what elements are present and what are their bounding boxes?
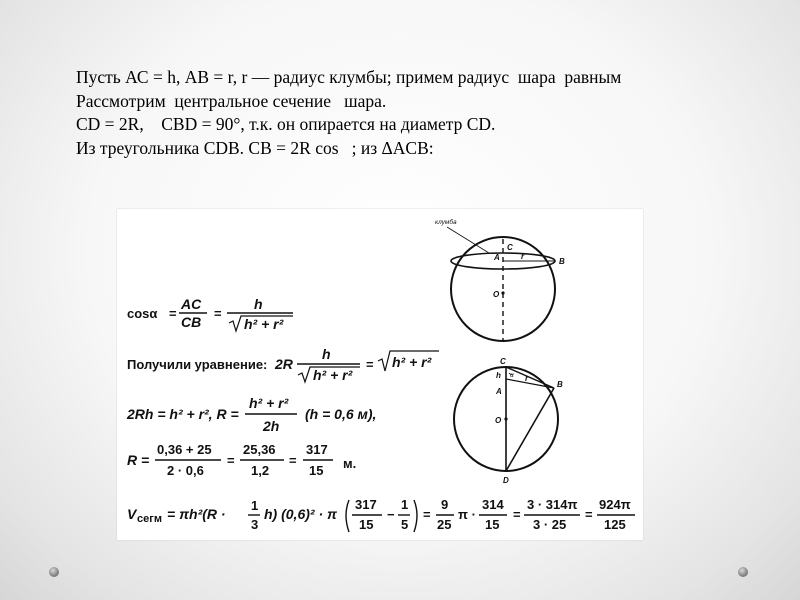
center-point (504, 417, 507, 420)
eq5-part1: = πh²(R · (167, 506, 226, 522)
eq-sign-6: = (423, 507, 431, 522)
eq2-rhs: h² + r² (392, 354, 432, 370)
eq2-den: h² + r² (313, 367, 353, 383)
eq5-sub: сегм (137, 513, 162, 525)
slide-nav-prev-dot[interactable] (49, 567, 59, 577)
angle-alpha-label: α (510, 372, 514, 379)
eq-sign-8: = (585, 507, 593, 522)
slide-nav-next-dot[interactable] (738, 567, 748, 577)
cos-den-1: CB (181, 314, 202, 330)
center-o-label: O (495, 416, 502, 425)
eq4-unit: м. (343, 456, 357, 471)
slide-line-3: CD = 2R, CBD = 90°, т.к. он опирается на диаметр CD. (76, 114, 496, 134)
eq5-f4-den: 15 (485, 517, 500, 532)
point-b-label: B (557, 380, 563, 389)
paren-open (346, 500, 349, 532)
cos-den-2: h² + r² (244, 316, 284, 332)
eq-sign-4: = (227, 453, 235, 468)
eq4-f1-den: 2 · 0,6 (167, 463, 204, 478)
height-h-label: h (496, 371, 501, 380)
eq4-f3-den: 15 (309, 463, 324, 478)
eq3-num: h² + r² (249, 395, 289, 411)
slide-text-block (76, 66, 776, 160)
point-a-label: A (494, 253, 500, 262)
eq3-den: 2h (263, 418, 280, 434)
eq5-pi: π · (458, 507, 476, 522)
eq5-part2: h) (0,6)² · π (264, 506, 337, 522)
eq-sign-7: = (513, 507, 521, 522)
cos-num-1: AC (181, 296, 202, 312)
point-c-label: C (507, 243, 513, 252)
cos-lhs: cosα (127, 306, 158, 321)
eq-sign-5: = (289, 453, 297, 468)
slide-line-1: Пусть АС = h, АВ = r, r — радиус клумбы; примем радиус шара равным (76, 67, 622, 87)
point-d-label: D (503, 476, 509, 485)
center-point (501, 291, 504, 294)
eq4-lhs: R = (127, 452, 150, 468)
eq5-frac-a-den: 3 (251, 517, 259, 532)
slide-line-2: Рассмотрим центральное сечение шара. (76, 90, 387, 111)
radius-r-label: r (521, 252, 525, 261)
eq5-f4-num: 314 (482, 497, 504, 512)
point-b-label: B (559, 257, 565, 266)
eq5-frac-a-num: 1 (251, 498, 259, 513)
caption-leader (447, 227, 489, 253)
eq5-f3-num: 9 (441, 497, 449, 512)
center-o-label: O (493, 290, 500, 299)
eq5-f1-den: 15 (359, 517, 374, 532)
eq-sign-1: = (169, 306, 177, 321)
eq-sign-2: = (214, 306, 222, 321)
eq4-f2-num: 25,36 (243, 442, 276, 457)
got-equation-label: Получили уравнение: (127, 357, 268, 372)
eq5-f2-num: 1 (401, 497, 409, 512)
eq-sign-3: = (366, 357, 374, 372)
eq5-f6-num: 924π (599, 497, 631, 512)
eq3-note: (h = 0,6 м), (305, 406, 377, 422)
solution-figure (117, 209, 643, 540)
eq5-f1-num: 317 (355, 497, 377, 512)
eq2-coef: 2R (275, 356, 293, 372)
eq5-f5-num: 3 · 314π (527, 497, 578, 512)
segment-db (506, 388, 554, 471)
slide-line-4: Из треугольника CDB. CB = 2R cos ; из ΔACB: (76, 137, 434, 158)
sphere-diagram-top (435, 218, 565, 341)
radius-r-label: r (525, 374, 529, 383)
paren-close (414, 500, 417, 532)
eq4-f2-den: 1,2 (251, 463, 270, 478)
eq5-f6-den: 125 (604, 517, 626, 532)
eq5-lhs: V (127, 506, 137, 522)
eq5-f2-den: 5 (401, 517, 409, 532)
eq3-lhs: 2Rh = h² + r², R = (127, 406, 239, 422)
point-c-label: C (500, 357, 506, 366)
cos-num-2: h (254, 296, 263, 312)
eq4-f1-num: 0,36 + 25 (157, 442, 212, 457)
eq2-num: h (322, 346, 331, 362)
point-a-label: A (496, 387, 502, 396)
eq5-f3-den: 25 (437, 517, 452, 532)
chord-ab (506, 379, 554, 388)
scanned-solution-panel (117, 209, 643, 540)
cross-section-diagram (454, 357, 563, 485)
flowerbed-caption: клумба (435, 219, 457, 226)
eq4-f3-num: 317 (306, 442, 328, 457)
eq5-minus: − (387, 507, 395, 522)
eq5-f5-den: 3 · 25 (533, 517, 567, 532)
